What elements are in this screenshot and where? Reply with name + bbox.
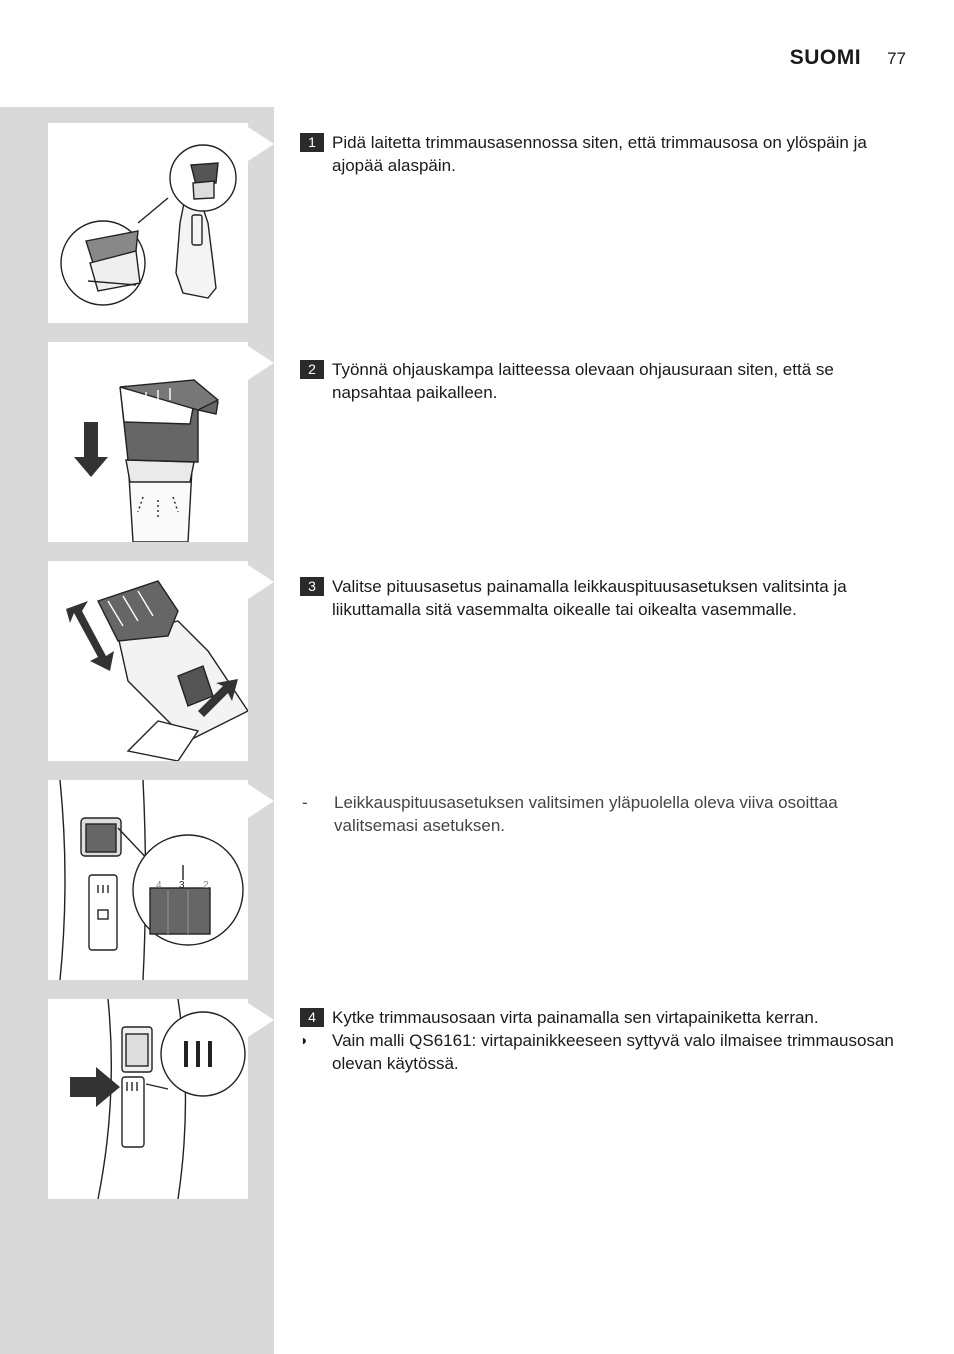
scale-label: 2 (203, 880, 209, 891)
figure-pointer (248, 1003, 274, 1037)
step-number: 4 (300, 1008, 324, 1027)
scale-label: 4 (156, 880, 162, 891)
figure-length-selector (48, 561, 248, 761)
step-2 (300, 358, 900, 404)
page-number: 77 (887, 49, 906, 68)
figure-power-button (48, 999, 248, 1199)
step-text: Työnnä ohjauskampa laitteessa olevaan ohjausuraan siten, että se napsahtaa paikalleen. (332, 360, 834, 402)
step-3 (300, 575, 900, 621)
scale-label: 3 (179, 880, 185, 891)
step-4-note-text: Vain malli QS6161: virtapainikkeeseen syttyvä valo ilmaisee trimmausosan olevan käytössä. (332, 1031, 894, 1073)
page-header (790, 46, 906, 70)
figure-pointer (248, 784, 274, 818)
step-4 (300, 1006, 900, 1075)
note-text: Leikkauspituusasetuksen valitsimen yläpuolella oleva viiva osoittaa valitsemasi asetuksen. (334, 793, 838, 835)
language-label: SUOMI (789, 46, 862, 69)
step-1 (300, 131, 900, 177)
dash-marker: - (302, 793, 308, 812)
step-number: 1 (300, 133, 324, 152)
step-number: 3 (300, 577, 324, 596)
figure-pointer (248, 565, 274, 599)
bullet-icon: ◗ (300, 1032, 309, 1048)
figure-pointer (248, 346, 274, 380)
step-text: Pidä laitetta trimmausasennossa siten, että trimmausosa on ylöspäin ja ajopää alaspäin. (332, 133, 867, 175)
step-3-note (300, 791, 900, 837)
figure-length-indicator (48, 780, 248, 980)
figure-trimmer-position (48, 123, 248, 323)
step-text: Kytke trimmausosaan virta painamalla sen virtapainiketta kerran. (332, 1008, 819, 1027)
step-number: 2 (300, 360, 324, 379)
step-text: Valitse pituusasetus painamalla leikkauspituusasetuksen valitsinta ja liikuttamalla sitä vasemmalta oikealle tai oikealta vasemmalle. (332, 577, 847, 619)
figure-attach-comb (48, 342, 248, 542)
figure-pointer (248, 127, 274, 161)
